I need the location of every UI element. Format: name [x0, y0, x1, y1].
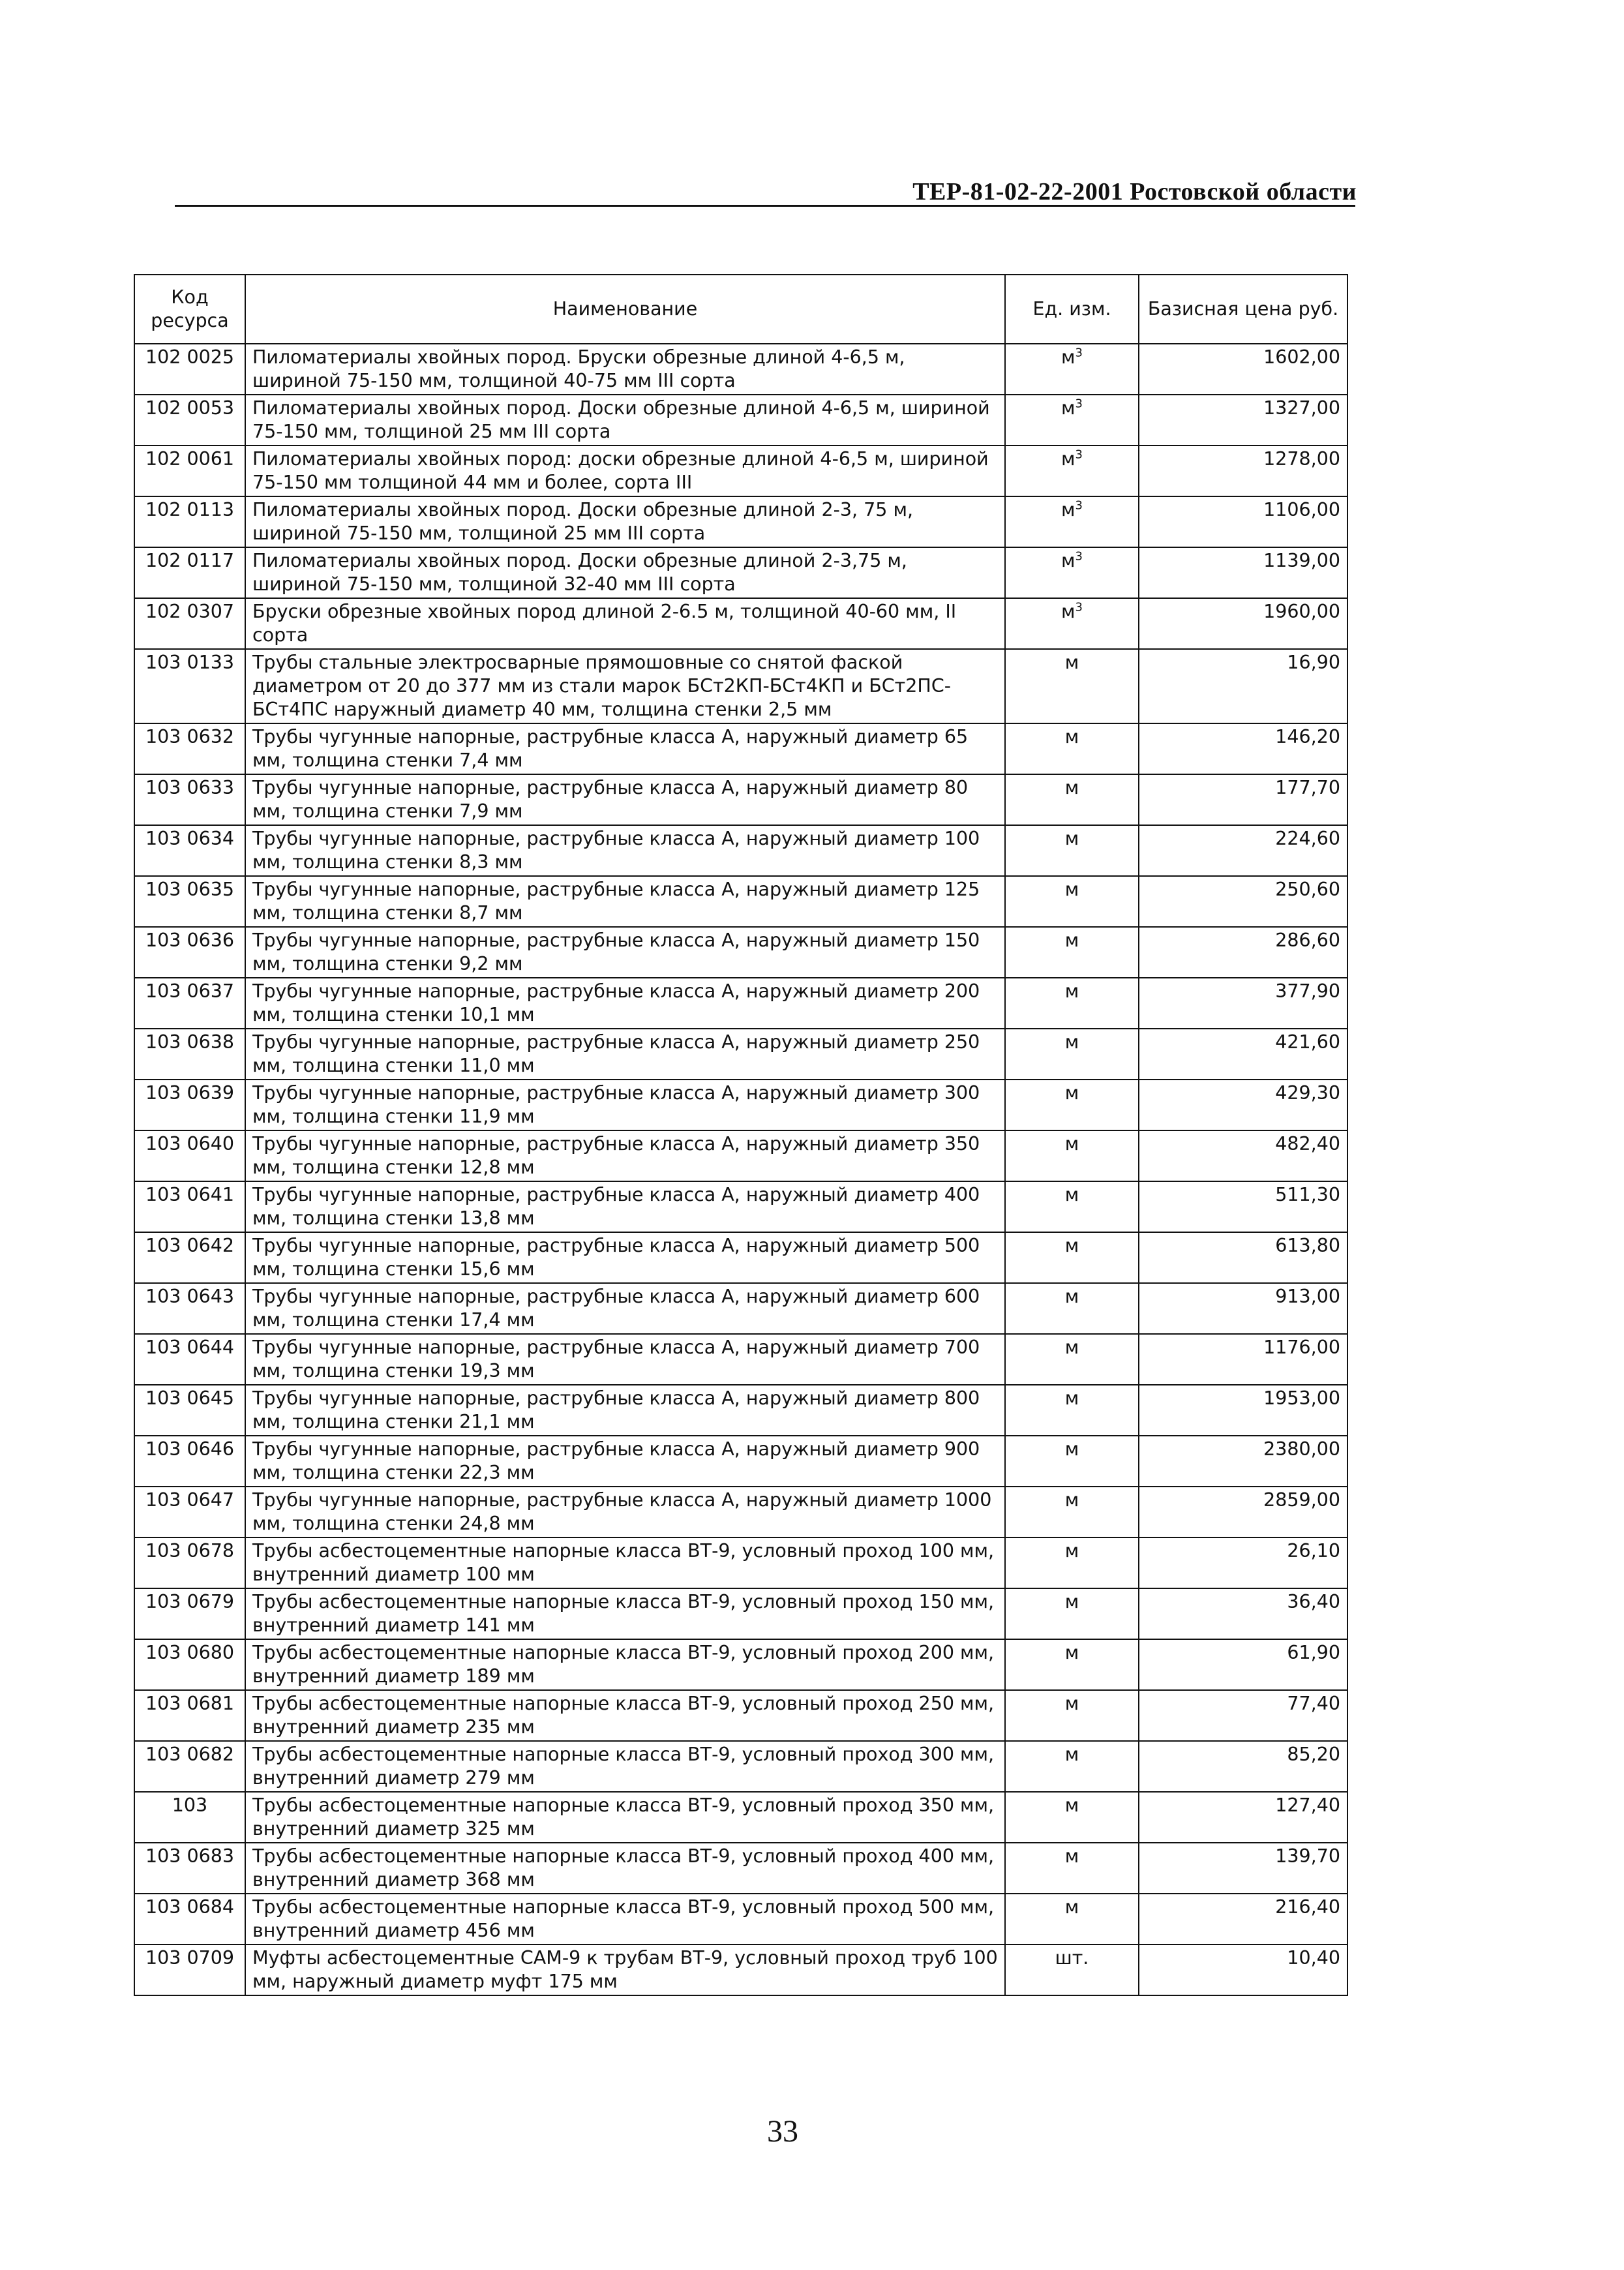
- table-row: [134, 395, 1347, 446]
- unit-cell: [1005, 395, 1139, 446]
- price-cell: 127,40: [1139, 1792, 1347, 1843]
- resource-name-cell: Трубы чугунные напорные, раструбные класса А, наружный диаметр 65 мм, толщина стенки 7,4 мм: [245, 723, 1005, 774]
- resource-name-cell: Трубы чугунные напорные, раструбные класса А, наружный диаметр 500 мм, толщина стенки 15,6 мм: [245, 1232, 1005, 1283]
- resource-name-cell: Пиломатериалы хвойных пород. Доски обрезные длиной 4-6,5 м, шириной 75-150 мм, толщиной 25 мм III сорта: [245, 395, 1005, 446]
- page-number: 33: [767, 2114, 798, 2149]
- unit-text: м: [1064, 980, 1079, 1002]
- resource-code-cell: 102 0113: [134, 496, 245, 547]
- unit-text: м: [1061, 601, 1075, 622]
- unit-text: м: [1061, 550, 1075, 571]
- price-cell: 613,80: [1139, 1232, 1347, 1283]
- unit-text: м: [1064, 1845, 1079, 1867]
- table-row: [134, 825, 1347, 876]
- unit-text: м: [1064, 1286, 1079, 1307]
- unit-superscript: 3: [1075, 600, 1083, 614]
- resource-code-cell: 103 0637: [134, 978, 245, 1029]
- unit-text: м: [1064, 879, 1079, 900]
- table-row: [134, 1436, 1347, 1487]
- resource-code-cell: 103 0682: [134, 1741, 245, 1792]
- resource-code-cell: 103 0632: [134, 723, 245, 774]
- unit-text: м: [1064, 1489, 1079, 1511]
- unit-text: м: [1064, 652, 1079, 673]
- unit-cell: [1005, 1741, 1139, 1792]
- unit-text: м: [1064, 1794, 1079, 1816]
- resource-code-cell: 103 0709: [134, 1945, 245, 1995]
- unit-text: м: [1064, 1540, 1079, 1562]
- table-row: [134, 1080, 1347, 1130]
- table-row: [134, 876, 1347, 927]
- resource-name-cell: Трубы асбестоцементные напорные класса ВТ-9, условный проход 100 мм, внутренний диаметр 100 мм: [245, 1537, 1005, 1588]
- resource-code-cell: 103 0635: [134, 876, 245, 927]
- resource-name-cell: Трубы чугунные напорные, раструбные класса А, наружный диаметр 800 мм, толщина стенки 21,1 мм: [245, 1385, 1005, 1436]
- unit-text: м: [1064, 1082, 1079, 1104]
- unit-text: м: [1064, 930, 1079, 951]
- table-row: [134, 1588, 1347, 1639]
- resource-code-cell: 103 0634: [134, 825, 245, 876]
- resource-name-cell: Трубы асбестоцементные напорные класса ВТ-9, условный проход 300 мм, внутренний диаметр 279 мм: [245, 1741, 1005, 1792]
- table-row: [134, 446, 1347, 496]
- unit-cell: [1005, 1945, 1139, 1995]
- unit-superscript: 3: [1075, 447, 1083, 462]
- price-cell: 26,10: [1139, 1537, 1347, 1588]
- price-cell: 216,40: [1139, 1894, 1347, 1945]
- resource-name-cell: Трубы чугунные напорные, раструбные класса А, наружный диаметр 200 мм, толщина стенки 10,1 мм: [245, 978, 1005, 1029]
- document-header-title: ТЕР-81-02-22-2001 Ростовской области: [912, 178, 1357, 205]
- resource-code-cell: 103 0640: [134, 1130, 245, 1181]
- resource-name-cell: Пиломатериалы хвойных пород: доски обрезные длиной 4-6,5 м, шириной 75-150 мм толщиной 44 мм и более, сорта III: [245, 446, 1005, 496]
- unit-text: м: [1064, 1184, 1079, 1205]
- resource-name-cell: Трубы асбестоцементные напорные класса ВТ-9, условный проход 350 мм, внутренний диаметр 325 мм: [245, 1792, 1005, 1843]
- column-header-name: Наименование: [245, 275, 1005, 344]
- table-row: [134, 1130, 1347, 1181]
- resource-code-cell: 103 0678: [134, 1537, 245, 1588]
- table-row: [134, 1232, 1347, 1283]
- unit-cell: [1005, 1487, 1139, 1537]
- unit-text: шт.: [1055, 1947, 1089, 1969]
- unit-cell: [1005, 1639, 1139, 1690]
- resource-name-cell: Трубы чугунные напорные, раструбные класса А, наружный диаметр 100 мм, толщина стенки 8,3 мм: [245, 825, 1005, 876]
- resource-code-cell: 102 0053: [134, 395, 245, 446]
- resource-code-cell: 103 0133: [134, 649, 245, 723]
- table-row: [134, 1487, 1347, 1537]
- unit-text: м: [1064, 1235, 1079, 1256]
- unit-text: м: [1064, 1744, 1079, 1765]
- price-cell: 1176,00: [1139, 1334, 1347, 1385]
- resource-code-cell: 103: [134, 1792, 245, 1843]
- unit-cell: [1005, 1588, 1139, 1639]
- resource-name-cell: Трубы чугунные напорные, раструбные класса А, наружный диаметр 900 мм, толщина стенки 22,3 мм: [245, 1436, 1005, 1487]
- resource-code-cell: 103 0636: [134, 927, 245, 978]
- price-cell: 61,90: [1139, 1639, 1347, 1690]
- resource-code-cell: 103 0645: [134, 1385, 245, 1436]
- column-header-price: Базисная цена руб.: [1139, 275, 1347, 344]
- resource-name-cell: Пиломатериалы хвойных пород. Доски обрезные длиной 2-3, 75 м, шириной 75-150 мм, толщиной 25 мм III сорта: [245, 496, 1005, 547]
- unit-cell: [1005, 1436, 1139, 1487]
- resource-name-cell: Трубы чугунные напорные, раструбные класса А, наружный диаметр 700 мм, толщина стенки 19,3 мм: [245, 1334, 1005, 1385]
- unit-text: м: [1064, 777, 1079, 798]
- resource-code-cell: 102 0117: [134, 547, 245, 598]
- resource-name-cell: Трубы чугунные напорные, раструбные класса А, наружный диаметр 400 мм, толщина стенки 13,8 мм: [245, 1181, 1005, 1232]
- unit-cell: [1005, 1334, 1139, 1385]
- price-cell: 10,40: [1139, 1945, 1347, 1995]
- resource-name-cell: Пиломатериалы хвойных пород. Доски обрезные длиной 2-3,75 м, шириной 75-150 мм, толщиной 32-40 мм III сорта: [245, 547, 1005, 598]
- resource-name-cell: Бруски обрезные хвойных пород длиной 2-6.5 м, толщиной 40-60 мм, II сорта: [245, 598, 1005, 649]
- table-row: [134, 774, 1347, 825]
- price-cell: 1139,00: [1139, 547, 1347, 598]
- unit-superscript: 3: [1075, 346, 1083, 360]
- header-rule: [175, 205, 1355, 207]
- unit-superscript: 3: [1075, 549, 1083, 564]
- unit-cell: [1005, 876, 1139, 927]
- price-cell: 146,20: [1139, 723, 1347, 774]
- resource-name-cell: Пиломатериалы хвойных пород. Бруски обрезные длиной 4-6,5 м, шириной 75-150 мм, толщиной 40-75 мм III сорта: [245, 344, 1005, 395]
- price-cell: 250,60: [1139, 876, 1347, 927]
- table-row: [134, 649, 1347, 723]
- unit-cell: [1005, 825, 1139, 876]
- unit-superscript: 3: [1075, 498, 1083, 513]
- resource-code-cell: 103 0642: [134, 1232, 245, 1283]
- unit-cell: [1005, 1385, 1139, 1436]
- table-row: [134, 1029, 1347, 1080]
- unit-text: м: [1064, 1337, 1079, 1358]
- resource-name-cell: Трубы асбестоцементные напорные класса ВТ-9, условный проход 400 мм, внутренний диаметр 368 мм: [245, 1843, 1005, 1894]
- unit-text: м: [1064, 828, 1079, 849]
- unit-text: м: [1064, 1642, 1079, 1663]
- table-row: [134, 1639, 1347, 1690]
- table-row: [134, 1181, 1347, 1232]
- unit-text: м: [1061, 397, 1075, 419]
- unit-cell: [1005, 1181, 1139, 1232]
- resource-code-cell: 103 0681: [134, 1690, 245, 1741]
- price-cell: 1960,00: [1139, 598, 1347, 649]
- table-row: [134, 344, 1347, 395]
- resource-code-cell: 103 0684: [134, 1894, 245, 1945]
- resource-name-cell: Трубы чугунные напорные, раструбные класса А, наружный диаметр 250 мм, толщина стенки 11,0 мм: [245, 1029, 1005, 1080]
- unit-cell: [1005, 1792, 1139, 1843]
- price-cell: 2859,00: [1139, 1487, 1347, 1537]
- resource-code-cell: 103 0638: [134, 1029, 245, 1080]
- resource-code-cell: 103 0646: [134, 1436, 245, 1487]
- resource-code-cell: 103 0639: [134, 1080, 245, 1130]
- resource-name-cell: Трубы чугунные напорные, раструбные класса А, наружный диаметр 80 мм, толщина стенки 7,9 мм: [245, 774, 1005, 825]
- resource-name-cell: Трубы асбестоцементные напорные класса ВТ-9, условный проход 200 мм, внутренний диаметр 189 мм: [245, 1639, 1005, 1690]
- resource-code-cell: 103 0683: [134, 1843, 245, 1894]
- price-cell: 77,40: [1139, 1690, 1347, 1741]
- resource-name-cell: Трубы асбестоцементные напорные класса ВТ-9, условный проход 250 мм, внутренний диаметр 235 мм: [245, 1690, 1005, 1741]
- unit-text: м: [1064, 1591, 1079, 1612]
- unit-cell: [1005, 1283, 1139, 1334]
- table-body: [134, 344, 1347, 1995]
- unit-cell: [1005, 547, 1139, 598]
- price-cell: 139,70: [1139, 1843, 1347, 1894]
- unit-cell: [1005, 344, 1139, 395]
- resource-code-cell: 103 0644: [134, 1334, 245, 1385]
- price-cell: 85,20: [1139, 1741, 1347, 1792]
- resource-code-cell: 103 0641: [134, 1181, 245, 1232]
- table-row: [134, 1690, 1347, 1741]
- table-row: [134, 1792, 1347, 1843]
- resource-code-cell: 103 0679: [134, 1588, 245, 1639]
- unit-cell: [1005, 1080, 1139, 1130]
- resource-name-cell: Трубы чугунные напорные, раструбные класса А, наружный диаметр 600 мм, толщина стенки 17,4 мм: [245, 1283, 1005, 1334]
- resource-name-cell: Трубы стальные электросварные прямошовные со снятой фаской диаметром от 20 до 377 мм из стали марок БСт2КП-БСт4КП и БСт2ПС-БСт4ПС наружный диаметр 40 мм, толщина стенки 2,5 мм: [245, 649, 1005, 723]
- unit-text: м: [1064, 1438, 1079, 1460]
- price-cell: 36,40: [1139, 1588, 1347, 1639]
- price-cell: 286,60: [1139, 927, 1347, 978]
- resource-code-cell: 103 0633: [134, 774, 245, 825]
- unit-cell: [1005, 1130, 1139, 1181]
- price-table: [134, 274, 1348, 1996]
- table-row: [134, 1537, 1347, 1588]
- price-cell: 377,90: [1139, 978, 1347, 1029]
- table-row: [134, 598, 1347, 649]
- resource-name-cell: Трубы асбестоцементные напорные класса ВТ-9, условный проход 500 мм, внутренний диаметр 456 мм: [245, 1894, 1005, 1945]
- unit-text: м: [1064, 1896, 1079, 1918]
- resource-name-cell: Трубы чугунные напорные, раструбные класса А, наружный диаметр 150 мм, толщина стенки 9,2 мм: [245, 927, 1005, 978]
- unit-text: м: [1061, 499, 1075, 521]
- price-cell: 1602,00: [1139, 344, 1347, 395]
- unit-cell: [1005, 927, 1139, 978]
- unit-text: м: [1064, 726, 1079, 748]
- unit-cell: [1005, 446, 1139, 496]
- unit-text: м: [1061, 448, 1075, 470]
- resource-name-cell: Трубы чугунные напорные, раструбные класса А, наружный диаметр 1000 мм, толщина стенки 24,8 мм: [245, 1487, 1005, 1537]
- price-cell: 1953,00: [1139, 1385, 1347, 1436]
- unit-cell: [1005, 1894, 1139, 1945]
- price-cell: 224,60: [1139, 825, 1347, 876]
- table-row: [134, 1843, 1347, 1894]
- resource-code-cell: 103 0647: [134, 1487, 245, 1537]
- unit-cell: [1005, 1232, 1139, 1283]
- table-row: [134, 927, 1347, 978]
- column-header-unit: Ед. изм.: [1005, 275, 1139, 344]
- table-row: [134, 723, 1347, 774]
- table-row: [134, 547, 1347, 598]
- resource-name-cell: Трубы асбестоцементные напорные класса ВТ-9, условный проход 150 мм, внутренний диаметр 141 мм: [245, 1588, 1005, 1639]
- unit-text: м: [1064, 1387, 1079, 1409]
- table-row: [134, 1741, 1347, 1792]
- price-cell: 1327,00: [1139, 395, 1347, 446]
- unit-text: м: [1061, 346, 1075, 368]
- price-cell: 1278,00: [1139, 446, 1347, 496]
- unit-cell: [1005, 598, 1139, 649]
- unit-cell: [1005, 1029, 1139, 1080]
- unit-cell: [1005, 774, 1139, 825]
- price-cell: 177,70: [1139, 774, 1347, 825]
- unit-cell: [1005, 978, 1139, 1029]
- price-cell: 16,90: [1139, 649, 1347, 723]
- unit-text: м: [1064, 1693, 1079, 1714]
- unit-cell: [1005, 723, 1139, 774]
- resource-name-cell: Трубы чугунные напорные, раструбные класса А, наружный диаметр 350 мм, толщина стенки 12,8 мм: [245, 1130, 1005, 1181]
- unit-cell: [1005, 649, 1139, 723]
- table-row: [134, 1945, 1347, 1995]
- unit-cell: [1005, 496, 1139, 547]
- resource-code-cell: 102 0307: [134, 598, 245, 649]
- table-row: [134, 1385, 1347, 1436]
- price-cell: 2380,00: [1139, 1436, 1347, 1487]
- column-header-code: Код ресурса: [134, 275, 245, 344]
- table-row: [134, 1894, 1347, 1945]
- resource-code-cell: 103 0643: [134, 1283, 245, 1334]
- unit-text: м: [1064, 1031, 1079, 1053]
- unit-superscript: 3: [1075, 397, 1083, 411]
- price-cell: 913,00: [1139, 1283, 1347, 1334]
- resource-code-cell: 102 0061: [134, 446, 245, 496]
- price-cell: 421,60: [1139, 1029, 1347, 1080]
- table-row: [134, 1283, 1347, 1334]
- table-row: [134, 496, 1347, 547]
- resource-code-cell: 102 0025: [134, 344, 245, 395]
- resource-name-cell: Трубы чугунные напорные, раструбные класса А, наружный диаметр 300 мм, толщина стенки 11,9 мм: [245, 1080, 1005, 1130]
- unit-text: м: [1064, 1133, 1079, 1155]
- unit-cell: [1005, 1843, 1139, 1894]
- table-row: [134, 978, 1347, 1029]
- price-cell: 511,30: [1139, 1181, 1347, 1232]
- table-header-row: [134, 275, 1347, 344]
- unit-cell: [1005, 1537, 1139, 1588]
- unit-cell: [1005, 1690, 1139, 1741]
- table-row: [134, 1334, 1347, 1385]
- price-cell: 429,30: [1139, 1080, 1347, 1130]
- resource-code-cell: 103 0680: [134, 1639, 245, 1690]
- resource-name-cell: Муфты асбестоцементные САМ-9 к трубам ВТ-9, условный проход труб 100 мм, наружный диаметр муфт 175 мм: [245, 1945, 1005, 1995]
- price-cell: 482,40: [1139, 1130, 1347, 1181]
- resource-name-cell: Трубы чугунные напорные, раструбные класса А, наружный диаметр 125 мм, толщина стенки 8,7 мм: [245, 876, 1005, 927]
- price-cell: 1106,00: [1139, 496, 1347, 547]
